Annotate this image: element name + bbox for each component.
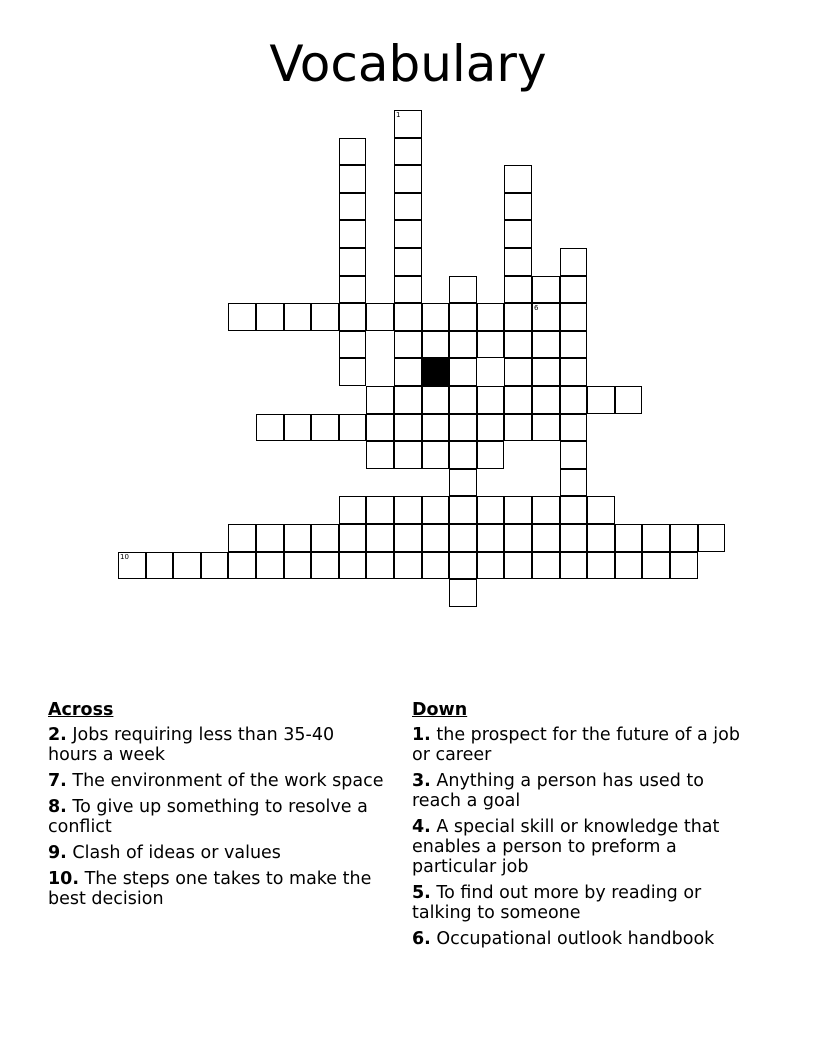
- grid-cell[interactable]: [504, 386, 532, 414]
- grid-cell[interactable]: [366, 414, 394, 442]
- clue-down-4: 4. A special skill or knowledge that enables a person to preform a particular job: [412, 817, 720, 877]
- grid-cell[interactable]: [394, 414, 422, 442]
- grid-cell[interactable]: [366, 496, 394, 524]
- grid-cell[interactable]: [228, 552, 256, 580]
- grid-cell[interactable]: [449, 469, 477, 497]
- grid-cell[interactable]: [173, 552, 201, 580]
- grid-cell[interactable]: [394, 331, 422, 359]
- across-clues: [48, 700, 388, 915]
- grid-cell[interactable]: [339, 331, 367, 359]
- grid-cell[interactable]: [366, 303, 394, 331]
- clue-number: 10: [120, 552, 129, 561]
- grid-cell[interactable]: [560, 524, 588, 552]
- grid-cell[interactable]: [311, 524, 339, 552]
- grid-cell[interactable]: [504, 276, 532, 304]
- grid-cell[interactable]: [449, 524, 477, 552]
- grid-cell[interactable]: [504, 165, 532, 193]
- grid-cell[interactable]: [532, 386, 560, 414]
- clue-across-9: 9. Clash of ideas or values: [48, 843, 281, 863]
- grid-cell[interactable]: [284, 524, 312, 552]
- clue-across-10: 10. The steps one takes to make the best decision: [48, 869, 372, 909]
- grid-cell[interactable]: [615, 524, 643, 552]
- clue-down-6: 6. Occupational outlook handbook: [412, 929, 715, 949]
- grid-cell[interactable]: [394, 552, 422, 580]
- grid-cell[interactable]: [339, 414, 367, 442]
- grid-cell[interactable]: [339, 552, 367, 580]
- grid-cell[interactable]: [394, 193, 422, 221]
- grid-cell[interactable]: [339, 138, 367, 166]
- clue-across-2: 2. Jobs requiring less than 35-40 hours a week: [48, 725, 335, 765]
- grid-cell[interactable]: [449, 303, 477, 331]
- clue-down-1: 1. the prospect for the future of a job or career: [412, 725, 740, 765]
- grid-cell[interactable]: [201, 552, 229, 580]
- grid-cell[interactable]: [532, 358, 560, 386]
- grid-cell[interactable]: [560, 496, 588, 524]
- grid-cell[interactable]: [449, 414, 477, 442]
- clue-down-5: 5. To find out more by reading or talking to someone: [412, 883, 702, 923]
- grid-cell[interactable]: [587, 524, 615, 552]
- grid-cell[interactable]: [560, 552, 588, 580]
- grid-cell[interactable]: [394, 165, 422, 193]
- grid-cell[interactable]: [642, 524, 670, 552]
- grid-cell[interactable]: [366, 441, 394, 469]
- grid-cell[interactable]: [284, 552, 312, 580]
- black-square: [422, 358, 450, 386]
- grid-cell[interactable]: [366, 386, 394, 414]
- grid-cell[interactable]: [449, 386, 477, 414]
- grid-cell[interactable]: [615, 386, 643, 414]
- grid-cell[interactable]: [339, 248, 367, 276]
- grid-cell[interactable]: [477, 524, 505, 552]
- grid-cell[interactable]: [228, 303, 256, 331]
- grid-cell[interactable]: [504, 524, 532, 552]
- grid-cell[interactable]: [477, 386, 505, 414]
- grid-cell[interactable]: [560, 276, 588, 304]
- grid-cell[interactable]: [642, 552, 670, 580]
- grid-cell[interactable]: [532, 496, 560, 524]
- grid-cell[interactable]: [394, 138, 422, 166]
- grid-cell[interactable]: [394, 441, 422, 469]
- grid-cell[interactable]: [504, 220, 532, 248]
- grid-cell[interactable]: [339, 220, 367, 248]
- grid-cell[interactable]: [532, 524, 560, 552]
- grid-cell[interactable]: [339, 165, 367, 193]
- grid-cell[interactable]: [504, 193, 532, 221]
- grid-cell[interactable]: [311, 552, 339, 580]
- grid-cell[interactable]: [477, 303, 505, 331]
- grid-cell[interactable]: [394, 303, 422, 331]
- grid-cell[interactable]: [422, 414, 450, 442]
- grid-cell[interactable]: [698, 524, 726, 552]
- clue-down-3: 3. Anything a person has used to reach a goal: [412, 771, 704, 811]
- grid-cell[interactable]: [339, 496, 367, 524]
- grid-cell[interactable]: [560, 386, 588, 414]
- grid-cell[interactable]: [118, 552, 146, 580]
- grid-cell[interactable]: [670, 524, 698, 552]
- grid-cell[interactable]: [394, 496, 422, 524]
- grid-cell[interactable]: [532, 276, 560, 304]
- grid-cell[interactable]: [560, 414, 588, 442]
- grid-cell[interactable]: [422, 496, 450, 524]
- down-heading: Down: [412, 700, 468, 720]
- grid-cell[interactable]: [228, 524, 256, 552]
- grid-cell[interactable]: [532, 414, 560, 442]
- grid-cell[interactable]: [477, 441, 505, 469]
- grid-cell[interactable]: [504, 303, 532, 331]
- grid-cell[interactable]: [339, 358, 367, 386]
- grid-cell[interactable]: [284, 414, 312, 442]
- grid-cell[interactable]: [560, 331, 588, 359]
- grid-cell[interactable]: [587, 496, 615, 524]
- grid-cell[interactable]: [394, 220, 422, 248]
- grid-cell[interactable]: [504, 496, 532, 524]
- grid-cell[interactable]: [449, 552, 477, 580]
- grid-cell[interactable]: [422, 524, 450, 552]
- down-clues: [412, 700, 752, 955]
- grid-cell[interactable]: [477, 552, 505, 580]
- clue-across-7: 7. The environment of the work space: [48, 771, 384, 791]
- across-heading: Across: [48, 700, 114, 720]
- grid-cell[interactable]: [256, 524, 284, 552]
- grid-cell[interactable]: [504, 331, 532, 359]
- grid-cell[interactable]: [560, 303, 588, 331]
- grid-cell[interactable]: [532, 552, 560, 580]
- grid-cell[interactable]: [394, 524, 422, 552]
- grid-cell[interactable]: [560, 248, 588, 276]
- grid-cell[interactable]: [394, 248, 422, 276]
- grid-cell[interactable]: [670, 552, 698, 580]
- clue-across-8: 8. To give up something to resolve a conflict: [48, 797, 368, 837]
- grid-cell[interactable]: [504, 248, 532, 276]
- grid-cell[interactable]: [311, 303, 339, 331]
- grid-cell[interactable]: [477, 331, 505, 359]
- grid-cell[interactable]: [615, 552, 643, 580]
- page-title: Vocabulary: [269, 35, 547, 93]
- grid-cell[interactable]: [366, 524, 394, 552]
- grid-cell[interactable]: [449, 331, 477, 359]
- grid-cell[interactable]: [284, 303, 312, 331]
- grid-cell[interactable]: [394, 276, 422, 304]
- grid-cell[interactable]: [449, 441, 477, 469]
- grid-cell[interactable]: [477, 496, 505, 524]
- clue-number: 1: [396, 111, 401, 119]
- grid-cell[interactable]: [339, 276, 367, 304]
- grid-cell[interactable]: [504, 358, 532, 386]
- grid-cell[interactable]: [504, 414, 532, 442]
- grid-cell[interactable]: [394, 110, 422, 138]
- grid-cell[interactable]: [504, 552, 532, 580]
- grid-cell[interactable]: [449, 496, 477, 524]
- grid-cell[interactable]: [587, 386, 615, 414]
- grid-cell[interactable]: [532, 303, 560, 331]
- grid-cell[interactable]: [587, 552, 615, 580]
- grid-cell[interactable]: [256, 303, 284, 331]
- grid-cell[interactable]: [422, 386, 450, 414]
- grid-cell[interactable]: [422, 303, 450, 331]
- grid-cell[interactable]: [560, 358, 588, 386]
- clue-number: 6: [534, 304, 539, 313]
- grid-cell[interactable]: [256, 552, 284, 580]
- grid-cell[interactable]: [146, 552, 174, 580]
- grid-cell[interactable]: [339, 193, 367, 221]
- grid-cell[interactable]: [339, 524, 367, 552]
- grid-cell[interactable]: [477, 414, 505, 442]
- grid-cell[interactable]: [449, 579, 477, 607]
- grid-cell[interactable]: [366, 552, 394, 580]
- grid-cell[interactable]: [532, 331, 560, 359]
- grid-cell[interactable]: [339, 303, 367, 331]
- grid-cell[interactable]: [422, 331, 450, 359]
- grid-cell[interactable]: [311, 414, 339, 442]
- grid-cell[interactable]: [449, 276, 477, 304]
- grid-cell[interactable]: [256, 414, 284, 442]
- grid-cell[interactable]: [394, 386, 422, 414]
- grid-cell[interactable]: [422, 552, 450, 580]
- grid-cell[interactable]: [560, 441, 588, 469]
- grid-cell[interactable]: [422, 441, 450, 469]
- grid-cell[interactable]: [394, 358, 422, 386]
- grid-cell[interactable]: [560, 469, 588, 497]
- grid-cell[interactable]: [449, 358, 477, 386]
